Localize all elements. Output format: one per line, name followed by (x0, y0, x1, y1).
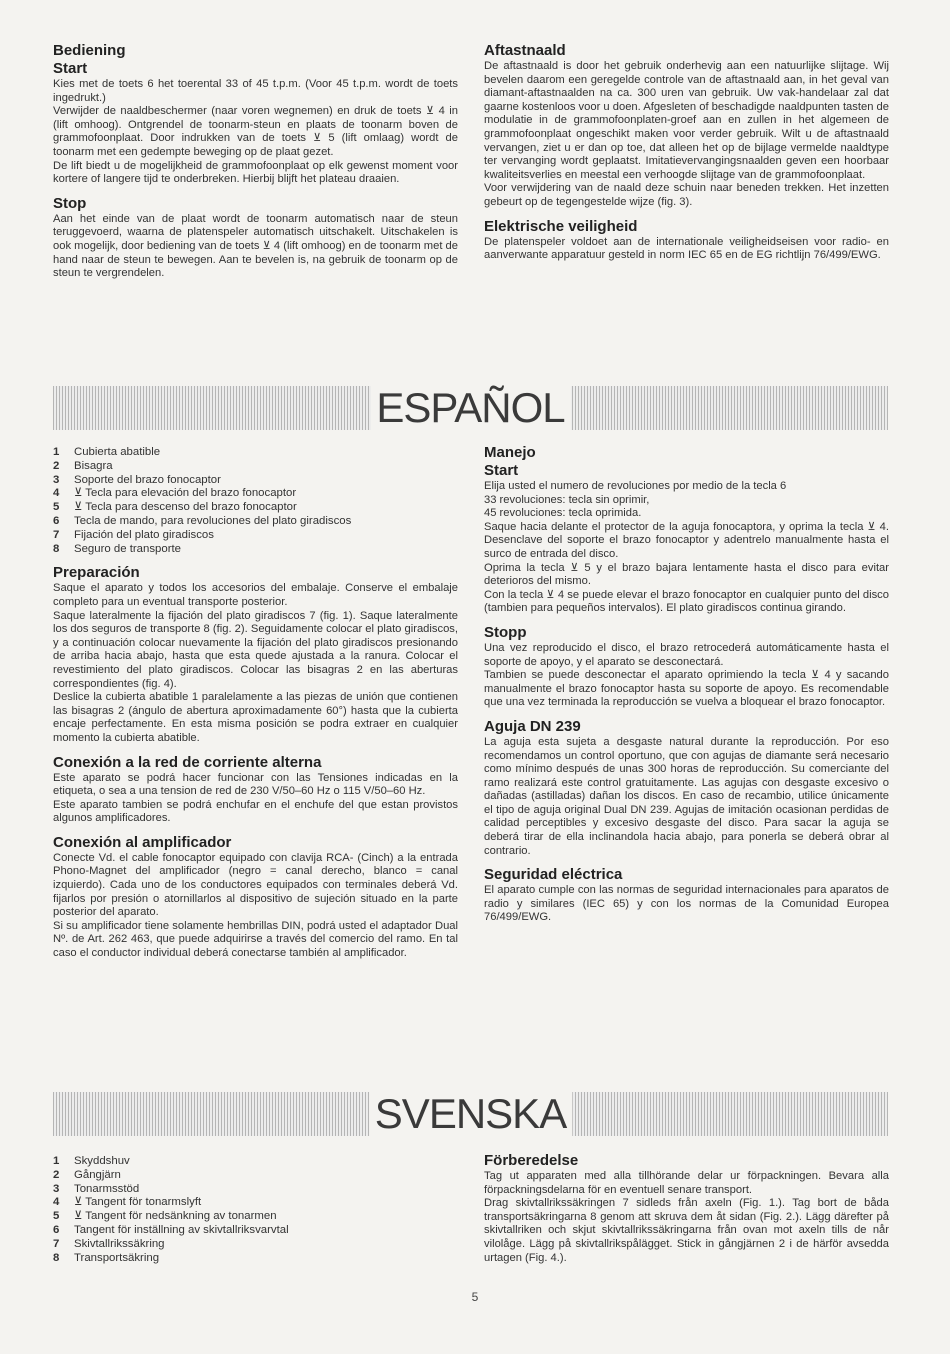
paragraph: Elija usted el numero de revoluciones por medio de la tecla 6 (484, 480, 787, 492)
paragraph: Deslice la cubierta abatible 1 paralelamente a las piezas de unión que contienen las bisagras 2 (ángulo de abertura aproximadamente 60°) hasta que la cubierta encaje perfectamente. En esta misma posición se podra extraer en cualquier momento la cubierta abatible. (53, 691, 458, 744)
section-title-espanol: ESPAÑOL (370, 386, 570, 430)
item-label: Gångjärn (74, 1168, 121, 1181)
item-label: Seguro de transporte (74, 542, 182, 555)
paragraph: Saque hacia delante el protector de la aguja fonocaptora, y oprima la tecla ⊻ 4. Desenclave del soporte el brazo fonocaptor y adentrelo manualmente hasta el surco de entrada del disco. (484, 520, 889, 560)
heading-start: Start (484, 462, 519, 479)
paragraph: Drag skivtallrikssäkringen 7 sidleds från axeln (Fig. 1.). Tag bort de båda transportsäkringarna 8 genom att skruva dem åt sidan (Fig. 2.). Lägg därefter på skivtallriken och skjut skivtallrikssäkringarna från ovan mot axeln tills de når vilolåge. Lägg på skivtallrikspålägget. Stick in gångjärnen 2 i de härför avsedda urtagen (Fig. 4.). (484, 1197, 889, 1264)
heading-start: Start (53, 60, 88, 77)
es-right-column (484, 444, 889, 925)
parts-list (53, 446, 458, 556)
list-item (53, 1196, 458, 1210)
heading-stop: Stop (53, 194, 87, 212)
paragraph: Verwijder de naaldbeschermer (naar voren wegnemen) en druk de toets ⊻ 4 in (lift omhoog). Ontgrendel de toonarm-steun en plaats de toonarm boven de grammofoonplaat. Door indrukken van de toets ⊻ 5 (lift omlaag) wordt de toonarm met een gedempte beweging op de plaat gezet. (53, 105, 458, 158)
list-item (53, 1169, 458, 1183)
sv-right-column (484, 1152, 889, 1265)
heading-elektrische-veiligheid: Elektrische veiligheid (484, 217, 638, 235)
item-number: 1 (53, 446, 60, 458)
item-label: Cubierta abatible (74, 446, 161, 458)
item-label: ⊻ Tangent för nedsänkning av tonarmen (74, 1210, 277, 1223)
item-label: ⊻ Tangent för tonarmslyft (74, 1196, 202, 1209)
paragraph: De platenspeler voldoet aan de internationale veiligheidseisen voor radio- en aanverwante apparatuur gesteld in norm IEC 65 en de EG richtlijn 76/499/EWG. (484, 235, 889, 262)
list-item (53, 529, 458, 543)
paragraph: 33 revoluciones: tecla sin oprimir, (484, 493, 650, 506)
list-item (53, 501, 458, 515)
paragraph: Saque lateralmente la fijación del plato giradiscos 7 (fig. 1). Saque lateralmente los dos seguros de transporte 8 (fig. 2). Seguidamente colocar el plato giradiscos, y a continuación colocar nuevamente la fijación del plato giradiscos presionando de arriba hacia abajo, hasta que esta quede ajustada a la ranura. Colocar el revestimiento del plato giradiscos. Colocar las bisagras 2 en las aberturas correspondientes (fig. 4). (53, 609, 458, 690)
list-item (53, 1224, 458, 1238)
item-number: 5 (53, 501, 60, 514)
item-label: ⊻ Tecla para elevación del brazo fonocaptor (74, 487, 297, 500)
heading-seguridad: Seguridad eléctrica (484, 866, 623, 884)
paragraph: Oprima la tecla ⊻ 5 y el brazo bajara lentamente hasta el disco para evitar deterioros del mismo. (484, 561, 889, 588)
paragraph: El aparato cumple con las normas de seguridad internacionales para aparatos de radio y similares (IEC 65) y con los normas de la Comunidad Europea 76/499/EWG. (484, 884, 889, 924)
item-number: 3 (53, 1182, 60, 1195)
section-banner-svenska (53, 1092, 888, 1136)
paragraph: Tag ut apparaten med alla tillhörande delar ur förpackningen. Bevara alla förpackningsdelarna för en eventuell senare transport. (484, 1170, 889, 1196)
es-left-column (53, 446, 458, 961)
paragraph: Kies met de toets 6 het toerental 33 of 45 t.p.m. (Voor 45 t.p.m. wordt de toets ingedrukt.) (53, 78, 458, 104)
item-label: Fijación del plato giradiscos (74, 528, 214, 541)
paragraph: La aguja esta sujeta a desgaste natural durante la reproducción. Por eso recomendamos un control oportuno, que con agujas de diamante será necesario como mínimo después de unas 300 horas de reproducción. Su comerciante del ramo realizará este control gratuitamente. Las agujas con desgaste excesivo o dañadas (astilladas) dañan los discos. En caso de recambio, utilice únicamente el tipo de aguja original Dual DN 239. Agujas de imitación ocasionan perdidas de calidad perceptibles y excesivo desgaste del disco. Para sacar la aguja se deberá tirar de ella inclinandola hacia abajo, para ponerla se deberá obrar al contrario. (484, 735, 889, 857)
heading-aftastnaald: Aftastnaald (484, 42, 566, 59)
item-label: Soporte del brazo fonocaptor (74, 473, 221, 486)
item-label: Transportsäkring (74, 1251, 160, 1264)
item-label: ⊻ Tecla para descenso del brazo fonocaptor (74, 501, 297, 514)
paragraph: De aftastnaald is door het gebruik onderhevig aan een natuurlijke slijtage. Wij bevelen daarom een geregelde controle van de aftastnaald aan, in het geval van diamant-aftastnaalden na ca. 300 uren van gebruik. Uw vak-handelaar zal dat gaarne kostenloos voor u doen. Afgesleten of beschadigde naaldpunten tasten de modulatie in de grammofoonplaten-groef aan en zullen in het algemeen de grammofoonplaat ongeschikt maken voor verder gebruik. Wilt u de aftastnaald vervangen, ziet u er dan op toe, dat alleen het op de bijlage vermelde naaldtype ter vervanging wordt geplaatst. Imitatievervangingsnaalden geven een hoorbaar kwaliteitsverlies en meestal een verhoogde slijtage van de grammofoonplaat. (484, 60, 889, 181)
item-label: Skivtallrikssäkring (74, 1237, 165, 1250)
list-item (53, 1238, 458, 1252)
list-item (53, 543, 458, 557)
item-number: 8 (53, 1251, 60, 1264)
paragraph: 45 revoluciones: tecla oprimida. (484, 507, 642, 520)
heading-stopp: Stopp (484, 623, 527, 641)
item-label: Bisagra (74, 459, 113, 472)
heading-conexion-amplificador: Conexión al amplificador (53, 833, 232, 851)
list-item (53, 1155, 458, 1169)
heading-manejo: Manejo (484, 444, 536, 461)
item-number: 1 (53, 1155, 60, 1167)
item-number: 4 (53, 487, 60, 500)
page-number: 5 (471, 1290, 479, 1304)
item-number: 7 (53, 1237, 60, 1250)
parts-list (53, 1155, 458, 1265)
nl-right-column (484, 42, 889, 263)
heading-conexion-red: Conexión a la red de corriente alterna (53, 753, 322, 771)
item-number: 2 (53, 1168, 60, 1181)
paragraph: Saque el aparato y todos los accesorios del embalaje. Conserve el embalaje completo para un eventual transporte posterior. (53, 582, 458, 608)
sv-left-column (53, 1155, 458, 1265)
paragraph: Con la tecla ⊻ 4 se puede elevar el brazo fonocaptor en cualquier punto del disco (tambien para pequeños intervalos). El plato giradiscos continua girando. (484, 588, 889, 615)
heading-preparacion: Preparación (53, 564, 140, 582)
heading-forberedelse: Förberedelse (484, 1152, 579, 1169)
item-number: 4 (53, 1196, 60, 1209)
heading-bediening: Bediening (53, 42, 126, 59)
paragraph: Este aparato se podrá hacer funcionar con las Tensiones indicadas en la etiqueta, o sea a una tension de red de 230 V/50–60 Hz o 115 V/50–60 Hz. (53, 771, 458, 798)
item-label: Tecla de mando, para revoluciones del plato giradiscos (74, 514, 352, 527)
item-number: 2 (53, 459, 60, 472)
paragraph: Voor verwijdering van de naald deze schuin naar beneden trekken. Het inzetten gebeurt op de tegengestelde wijze (fig. 3). (484, 182, 889, 208)
item-number: 3 (53, 473, 60, 486)
item-number: 5 (53, 1210, 60, 1223)
paragraph: Aan het einde van de plaat wordt de toonarm automatisch naar de steun teruggevoerd, waarna de platenspeler automatisch uitschakelt. Uitschakelen is ook mogelijk, door bediening van de toets ⊻ 4 (lift omhoog) en de toonarm met de hand naar de steun te bewegen. Aan te bevelen is, na gebruik de toonarm op de steun te vergrendelen. (53, 212, 458, 280)
list-item (53, 460, 458, 474)
item-number: 8 (53, 542, 60, 555)
paragraph: Una vez reproducido el disco, el brazo retrocederá automáticamente hasta el soporte de apoyo, y el aparato se desconectará. (484, 641, 889, 668)
paragraph: Si su amplificador tiene solamente hembrillas DIN, podrá usted el adaptador Dual Nº. de Art. 262 463, que puede adquirirse a través del comercio del ramo. En tal caso el conductor individual deberá conectarse también al amplificador. (53, 919, 458, 960)
item-label: Skyddshuv (74, 1155, 130, 1167)
list-item (53, 515, 458, 529)
item-number: 7 (53, 528, 60, 541)
section-title-svenska: SVENSKA (369, 1092, 572, 1136)
list-item (53, 474, 458, 488)
nl-left-column (53, 42, 458, 281)
item-label: Tonarmsstöd (74, 1182, 140, 1195)
item-number: 6 (53, 1223, 60, 1236)
list-item (53, 1252, 458, 1266)
paragraph: Conecte Vd. el cable fonocaptor equipado con clavija RCA- (Cinch) a la entrada Phono-Magnet del amplificador (negro = canal derecho, blanco = canal izquierdo). Cada uno de los conductores equipados con terminales deberá Vd. fijarlos por presión o atornillarlos al dispositivo de sujeción situado en la parte posterior del aparato. (53, 851, 458, 919)
list-item (53, 446, 458, 460)
list-item (53, 1183, 458, 1197)
paragraph: Tambien se puede desconectar el aparato oprimiendo la tecla ⊻ 4 y sacando manualmente el brazo fonocaptor hasta su soporte de apoyo. Es recomendable que una vez terminada la reproducción se vuelva a bloquear el brazo fonocaptor. (484, 669, 889, 709)
heading-aguja: Aguja DN 239 (484, 717, 581, 735)
item-number: 6 (53, 514, 60, 527)
list-item (53, 1210, 458, 1224)
paragraph: De lift biedt u de mogelijkheid de grammofoonplaat op elk gewenst moment voor kortere of langere tijd te onderbreken. Hierbij blijft het plateau draaien. (53, 159, 458, 186)
paragraph: Este aparato tambien se podrá enchufar en el enchufe del que estan provistos algunos amplificadores. (53, 798, 458, 825)
list-item (53, 487, 458, 501)
section-banner-espanol (53, 386, 888, 430)
item-label: Tangent för inställning av skivtallriksvarvtal (74, 1223, 289, 1236)
